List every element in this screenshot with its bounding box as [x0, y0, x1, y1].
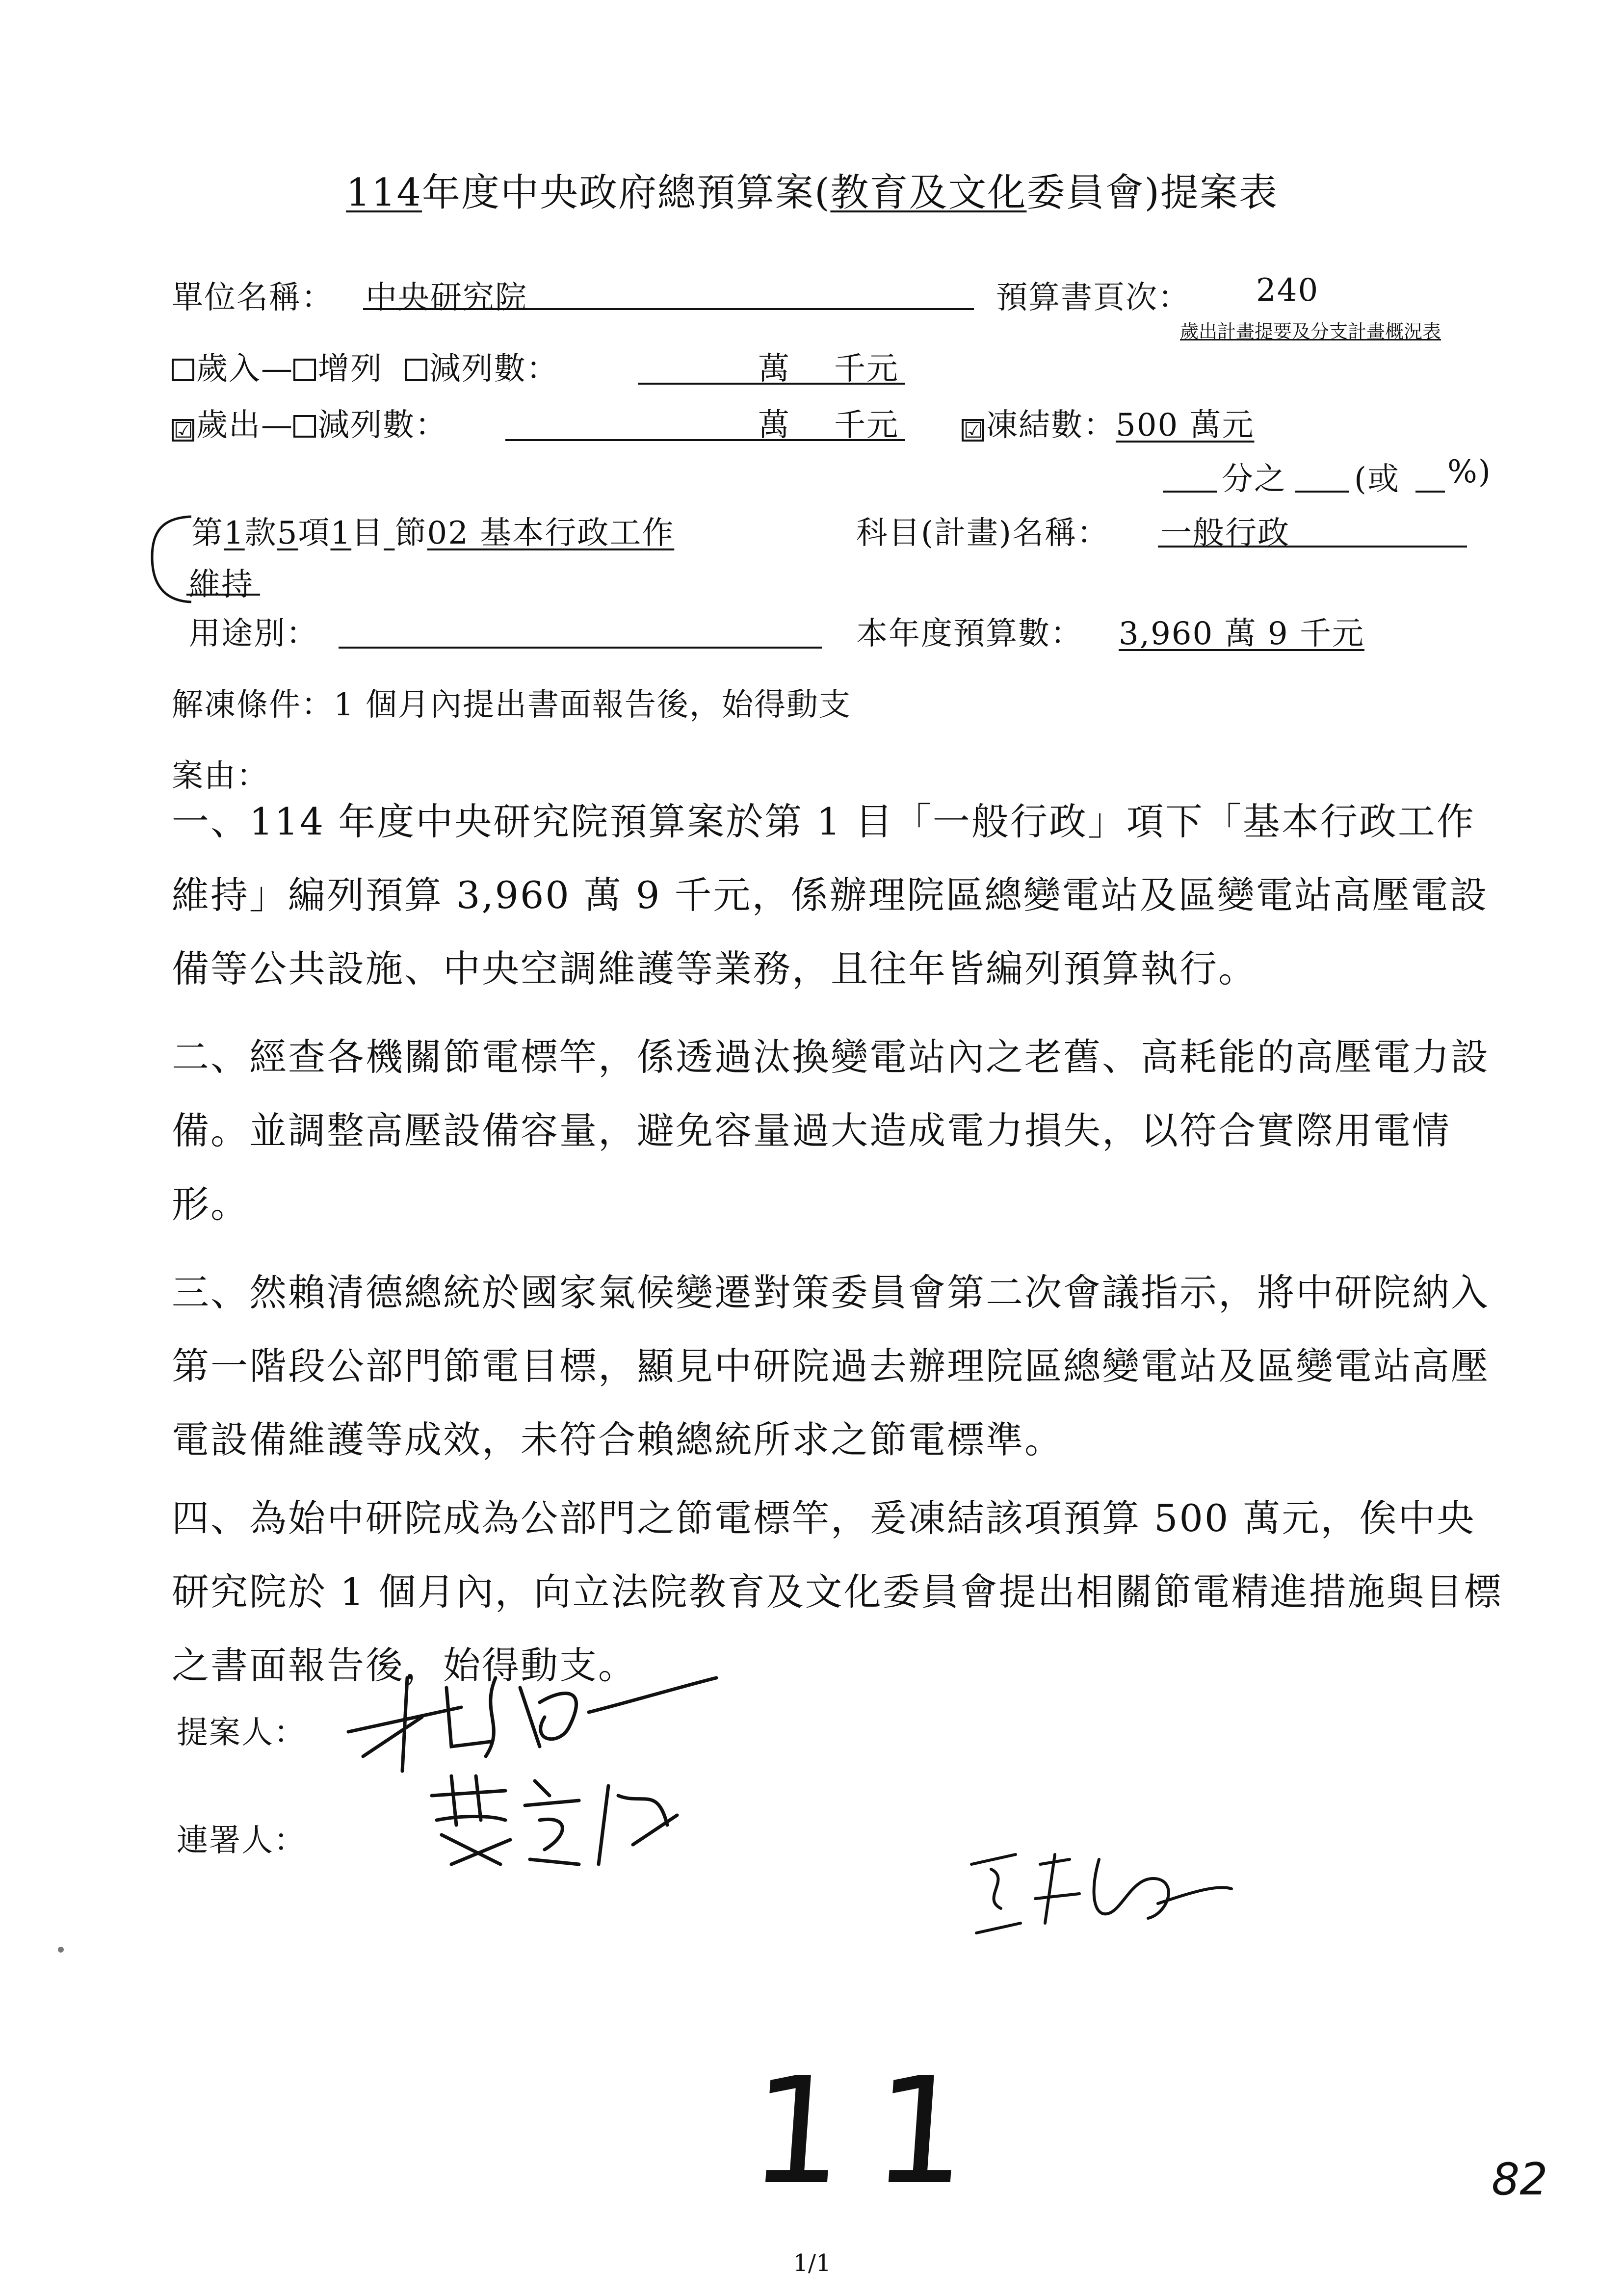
budget-label: 本年度預算數： — [856, 616, 1083, 652]
jie-post: 節 — [394, 515, 427, 551]
title-part2: 委員會)提案表 — [1026, 171, 1278, 215]
budget-page-note: 歲出計畫提要及分支計畫概況表 — [1180, 321, 1441, 342]
usage-label: 用途別： — [189, 616, 318, 652]
expense-item1: 歲出— — [196, 407, 293, 444]
handwritten-number: 11 — [744, 2046, 1003, 2217]
classification-line — [191, 508, 674, 553]
subject-value: 一般行政 — [1160, 515, 1290, 551]
paragraph-1: 一、114 年度中央研究院預算案於第 1 目「一般行政」項下「基本行政工作維持」編列預算 3,960 萬 9 千元，係辦理院區總變電站及區變電站高壓電設備等公共設施、中央空調維護等業務，且往年皆編列預算執行。 — [172, 800, 1489, 991]
revenue-qian: 千元 — [834, 351, 899, 387]
freeze-value: 500 萬元 — [1116, 407, 1255, 444]
mu-value: 1 — [330, 515, 352, 551]
ratio-blank-1 — [1163, 491, 1217, 493]
ratio-blank-3 — [1415, 491, 1445, 493]
freeze-label: 凍結數： — [986, 407, 1116, 444]
expense-checkbox: ☑ — [172, 419, 194, 442]
title-committee: 教育及文化 — [830, 171, 1027, 215]
subject-label: 科目(計畫)名稱： — [856, 515, 1109, 551]
ratio-part3: %) — [1447, 454, 1492, 490]
mu-post: 目 — [351, 515, 384, 551]
page-title — [0, 162, 1624, 217]
page-number: 1/1 — [793, 2249, 831, 2277]
kuan-value: 1 — [224, 515, 245, 551]
unit-label: 單位名稱： — [172, 280, 334, 316]
budget-value: 3,960 萬 9 千元 — [1119, 616, 1364, 652]
paragraph-2: 二、經查各機關節電標竿，係透過汰換變電站內之老舊、高耗能的高壓電力設備。並調整高壓設備容量，避免容量過大造成電力損失，以符合實際用電情形。 — [172, 1035, 1490, 1226]
revenue-wan: 萬 — [758, 351, 790, 387]
freeze-row — [962, 400, 1255, 445]
budget-page-value: 240 — [1256, 272, 1319, 309]
expense-row — [172, 400, 447, 445]
revenue-row — [172, 343, 559, 389]
usage-underline — [339, 647, 822, 649]
handwritten-page: 82 — [1492, 2154, 1548, 2205]
paragraph-3: 三、然賴清德總統於國家氣候變遷對策委員會第二次會議指示，將中研院納入第一階段公部門節電目標，顯見中研院過去辦理院區總變電站及區變電站高壓電設備維護等成效，未符合賴總統所求之節電標準。 — [172, 1271, 1490, 1461]
jie-value: 02 基本行政工作 — [427, 515, 675, 551]
expense-qian: 千元 — [834, 407, 899, 444]
increase-checkbox — [293, 359, 316, 381]
expense-wan: 萬 — [758, 407, 790, 444]
revenue-checkbox — [172, 359, 194, 381]
unit-value: 中央研究院 — [366, 280, 527, 316]
freeze-checkbox: ☑ — [962, 419, 984, 442]
expense-decrease-checkbox — [293, 415, 316, 438]
ratio-part1: 分之 — [1222, 461, 1286, 497]
expense-item2: 減列數： — [318, 407, 447, 444]
subject-underline — [1158, 546, 1467, 548]
jie-cont-underline — [186, 594, 260, 596]
kuan-post: 款 — [244, 515, 277, 551]
unit-underline — [363, 308, 974, 310]
xiang-value: 5 — [277, 515, 298, 551]
title-part1: 年度中央政府總預算案( — [422, 171, 831, 215]
ratio-part2: (或 — [1354, 461, 1400, 497]
xiang-post: 項 — [298, 515, 331, 551]
proposer-label: 提案人： — [177, 1715, 306, 1751]
budget-page-label: 預算書頁次： — [996, 280, 1190, 316]
cosigner-signature-2 — [962, 1835, 1236, 1943]
revenue-item1: 歲入— — [196, 351, 293, 387]
jie-continuation: 維持 — [189, 567, 254, 603]
cosigner-signature-1 — [422, 1766, 697, 1884]
ratio-blank-2 — [1295, 491, 1349, 493]
kuan-pre: 第 — [191, 515, 224, 551]
title-year: 114 — [346, 171, 422, 215]
revenue-item2: 增列 — [318, 351, 383, 387]
paragraph-4: 四、為始中研院成為公部門之節電標竿，爰凍結該項預算 500 萬元，俟中央研究院於 1 個月內，向立法院教育及文化委員會提出相關節電精進措施與目標之書面報告後，始得動支。 — [172, 1496, 1503, 1687]
scan-dot — [58, 1947, 64, 1953]
reason-label: 案由： — [172, 758, 269, 794]
revenue-item3: 減列數： — [429, 351, 559, 387]
unfreeze-condition: 解凍條件：1 個月內提出書面報告後，始得動支 — [172, 687, 852, 723]
cosigner-label: 連署人： — [177, 1823, 306, 1859]
decrease-checkbox — [405, 359, 427, 381]
